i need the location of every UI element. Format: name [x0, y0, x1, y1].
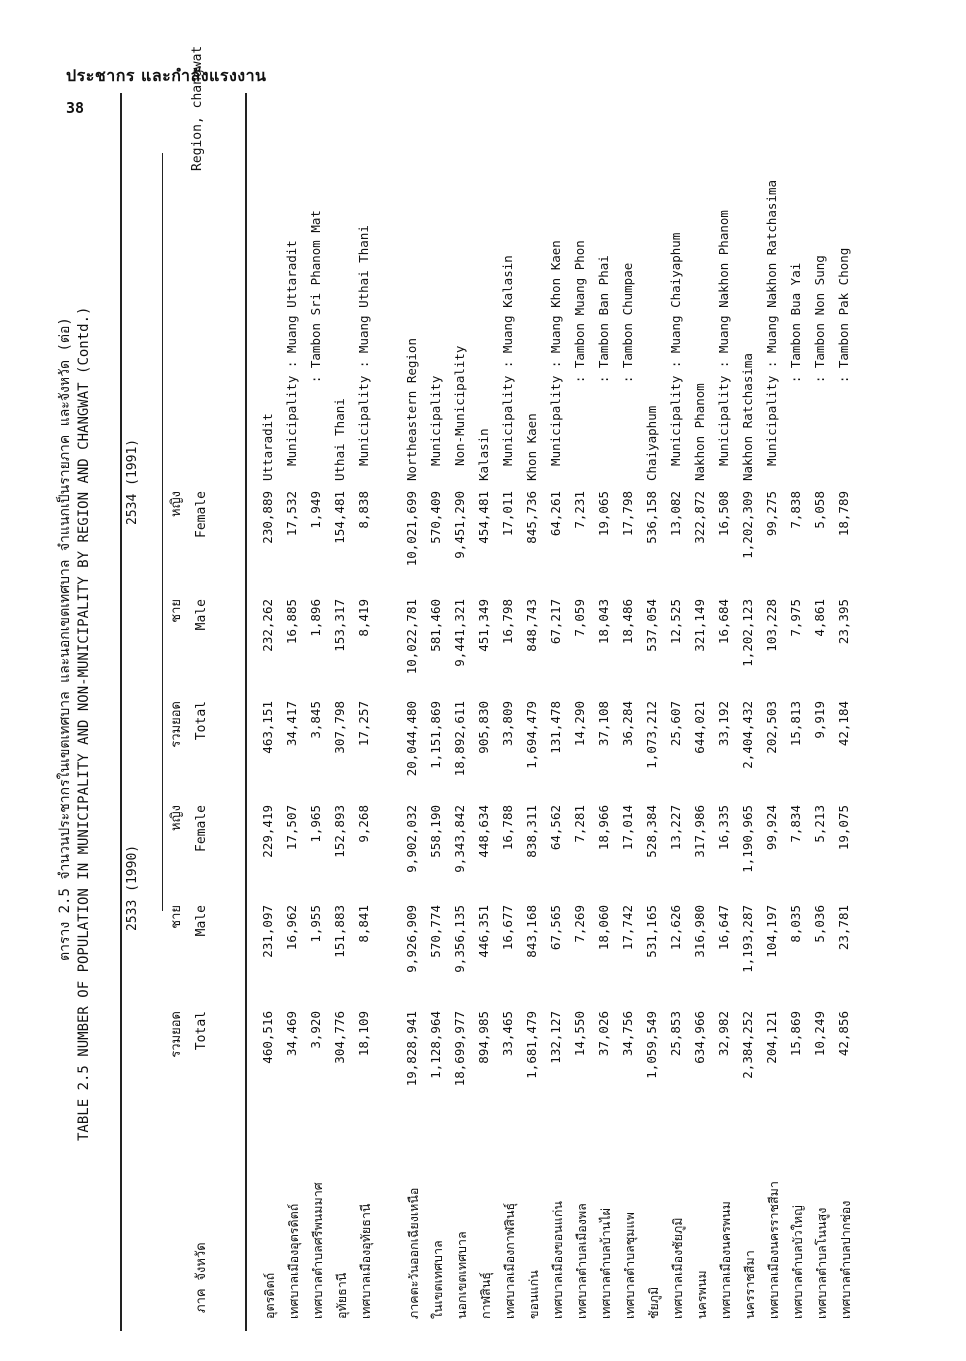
row-value: 16,647	[716, 905, 731, 951]
row-value: 14,550	[572, 1011, 587, 1057]
row-value: 10,021,699	[404, 491, 419, 567]
row-value: 16,798	[500, 599, 515, 645]
col-female-1990	[164, 805, 214, 905]
row-value: 1,059,549	[644, 1011, 659, 1079]
row-value: 231,097	[260, 905, 275, 958]
row-value: 3,920	[308, 1011, 323, 1049]
table-row	[788, 0, 812, 1361]
table-row	[740, 0, 764, 1361]
row-value: 17,014	[620, 805, 635, 851]
row-value: 905,830	[476, 701, 491, 754]
row-label-thai: เทศบาลตำบลปากช่อง	[838, 1200, 853, 1319]
row-value: 103,228	[764, 599, 779, 652]
row-value: 18,699,977	[452, 1011, 467, 1087]
row-value: 10,249	[812, 1011, 827, 1057]
row-value: 321,149	[692, 599, 707, 652]
row-value: 132,127	[548, 1011, 563, 1064]
col-total-th: รวมยอด	[169, 1011, 184, 1058]
row-value: 33,192	[716, 701, 731, 747]
row-value: 463,151	[260, 701, 275, 754]
row-label-english: Municipality : Muang Nakhon Phanom	[716, 210, 731, 481]
table-top-rule	[120, 93, 122, 1331]
row-value: 204,121	[764, 1011, 779, 1064]
row-value: 9,268	[356, 805, 371, 843]
row-value: 42,856	[836, 1011, 851, 1057]
row-value: 558,190	[428, 805, 443, 858]
row-value: 16,885	[284, 599, 299, 645]
row-value: 17,507	[284, 805, 299, 851]
row-label-english: : Tambon Non Sung	[812, 255, 827, 481]
table-row	[764, 0, 788, 1361]
row-label-thai: เทศบาลตำบลบ้านไผ่	[598, 1208, 613, 1319]
row-value: 17,532	[284, 491, 299, 537]
row-value: 104,197	[764, 905, 779, 958]
row-label-english: Municipality : Muang Uthai Thani	[356, 225, 371, 481]
row-value: 13,227	[668, 805, 683, 851]
row-value: 23,781	[836, 905, 851, 951]
col-region-th: ภาค จังหวัด	[194, 1242, 209, 1313]
table-row	[500, 0, 524, 1361]
col-male-th: ชาย	[169, 905, 184, 929]
col-total-th: รวมยอด	[169, 701, 184, 748]
row-value: 34,417	[284, 701, 299, 747]
row-value: 25,607	[668, 701, 683, 747]
row-value: 322,872	[692, 491, 707, 544]
row-label-thai: เทศบาลตำบลบัวใหญ่	[790, 1205, 805, 1319]
row-value: 16,335	[716, 805, 731, 851]
table-row	[260, 0, 284, 1361]
row-value: 1,949	[308, 491, 323, 529]
row-label-english: : Tambon Chumpae	[620, 262, 635, 481]
row-value: 1,965	[308, 805, 323, 843]
row-value: 843,168	[524, 905, 539, 958]
row-value: 5,213	[812, 805, 827, 843]
row-value: 644,021	[692, 701, 707, 754]
row-value: 536,158	[644, 491, 659, 544]
row-label-english: : Tambon Pak Chong	[836, 247, 851, 481]
table-row	[644, 0, 668, 1361]
row-value: 18,486	[620, 599, 635, 645]
row-value: 448,634	[476, 805, 491, 858]
col-female-en: Female	[194, 805, 209, 852]
table-row	[548, 0, 572, 1361]
header-bottom-rule	[245, 93, 247, 1331]
row-value: 8,035	[788, 905, 803, 943]
row-value: 1,896	[308, 599, 323, 637]
row-value: 838,311	[524, 805, 539, 858]
page-number: 38	[66, 99, 85, 117]
row-value: 16,684	[716, 599, 731, 645]
row-value: 17,257	[356, 701, 371, 747]
row-label-english: Municipality : Muang Kalasin	[500, 255, 515, 481]
row-value: 8,838	[356, 491, 371, 529]
row-label-english: Municipality : Muang Chaiyaphum	[668, 232, 683, 481]
row-value: 37,108	[596, 701, 611, 747]
row-value: 64,261	[548, 491, 563, 537]
table-row	[476, 0, 500, 1361]
row-label-english: Kalasin	[476, 428, 491, 481]
row-value: 67,217	[548, 599, 563, 645]
row-value: 17,798	[620, 491, 635, 537]
row-value: 7,281	[572, 805, 587, 843]
row-value: 32,982	[716, 1011, 731, 1057]
row-value: 531,165	[644, 905, 659, 958]
row-label-thai: เทศบาลเมืองอุทัยธานี	[358, 1203, 373, 1319]
row-value: 1,193,287	[740, 905, 755, 973]
row-value: 16,962	[284, 905, 299, 951]
table-row	[308, 0, 332, 1361]
col-female-th: หญิง	[169, 491, 184, 517]
col-male-th: ชาย	[169, 599, 184, 623]
row-value: 42,184	[836, 701, 851, 747]
row-value: 7,269	[572, 905, 587, 943]
table-row	[356, 0, 380, 1361]
col-female-th: หญิง	[169, 805, 184, 831]
row-value: 99,924	[764, 805, 779, 851]
row-value: 67,565	[548, 905, 563, 951]
row-label-thai: กาฬสินธุ์	[478, 1272, 493, 1319]
row-value: 9,441,321	[452, 599, 467, 667]
row-value: 23,395	[836, 599, 851, 645]
row-value: 307,798	[332, 701, 347, 754]
row-value: 5,036	[812, 905, 827, 943]
row-value: 2,404,432	[740, 701, 755, 769]
row-label-thai: เทศบาลเมืองนครพนม	[718, 1201, 733, 1319]
row-value: 7,231	[572, 491, 587, 529]
row-value: 1,202,309	[740, 491, 755, 559]
row-value: 18,109	[356, 1011, 371, 1057]
table-row	[692, 0, 716, 1361]
row-value: 1,151,869	[428, 701, 443, 769]
row-value: 12,626	[668, 905, 683, 951]
running-head-title: ประชากร และกำลังแรงงาน	[66, 66, 267, 85]
row-label-english: : Tambon Bua Yai	[788, 262, 803, 481]
row-value: 131,478	[548, 701, 563, 754]
row-value: 20,044,480	[404, 701, 419, 777]
row-value: 18,892,611	[452, 701, 467, 777]
table-row	[404, 0, 428, 1361]
row-label-english: Municipality	[428, 375, 443, 481]
table-title-thai: ตาราง 2.5 จำนวนประชากรในเขตเทศบาล และนอกเขตเทศบาล จำแนกเป็นรายภาค และจังหวัด (ต่อ)	[57, 317, 73, 961]
row-value: 454,481	[476, 491, 491, 544]
table-row	[668, 0, 692, 1361]
row-value: 14,290	[572, 701, 587, 747]
row-value: 232,262	[260, 599, 275, 652]
row-label-thai: เทศบาลตำบลโนนสูง	[814, 1207, 829, 1319]
row-value: 7,975	[788, 599, 803, 637]
row-value: 7,834	[788, 805, 803, 843]
row-label-thai: นครพนม	[694, 1270, 709, 1319]
table-row	[572, 0, 596, 1361]
table-row	[524, 0, 548, 1361]
row-label-thai: เทศบาลตำบลชุมแพ	[622, 1212, 637, 1319]
row-value: 13,082	[668, 491, 683, 537]
row-value: 316,980	[692, 905, 707, 958]
row-value: 15,869	[788, 1011, 803, 1057]
row-value: 34,756	[620, 1011, 635, 1057]
year-1991-heading: 2534 (1991)	[125, 438, 140, 525]
row-value: 894,985	[476, 1011, 491, 1064]
row-value: 99,275	[764, 491, 779, 537]
table-row	[812, 0, 836, 1361]
row-label-thai: ภาคตะวันออกเฉียงเหนือ	[406, 1187, 421, 1319]
row-label-thai: เทศบาลตำบลศรีพนมมาศ	[310, 1182, 325, 1319]
row-label-thai: นครราชสีมา	[742, 1250, 757, 1319]
row-value: 64,562	[548, 805, 563, 851]
row-value: 9,356,135	[452, 905, 467, 973]
row-label-english: Uthai Thani	[332, 398, 347, 481]
row-value: 7,059	[572, 599, 587, 637]
row-value: 9,343,842	[452, 805, 467, 873]
col-male-1990	[164, 905, 214, 1005]
row-value: 151,883	[332, 905, 347, 958]
row-value: 1,694,479	[524, 701, 539, 769]
row-value: 34,469	[284, 1011, 299, 1057]
row-label-english: Khon Kaen	[524, 413, 539, 481]
row-label-english: Chaiyaphum	[644, 405, 659, 481]
row-value: 2,384,252	[740, 1011, 755, 1079]
row-value: 581,460	[428, 599, 443, 652]
row-value: 317,986	[692, 805, 707, 858]
row-value: 15,813	[788, 701, 803, 747]
table-row	[428, 0, 452, 1361]
row-label-thai: ในเขตเทศบาล	[430, 1240, 445, 1319]
row-value: 12,525	[668, 599, 683, 645]
row-label-english: Municipality : Muang Uttaradit	[284, 240, 299, 481]
row-value: 18,043	[596, 599, 611, 645]
col-total-1991	[164, 701, 214, 801]
row-value: 230,889	[260, 491, 275, 544]
row-value: 1,955	[308, 905, 323, 943]
row-value: 16,677	[500, 905, 515, 951]
row-label-english: Northeastern Region	[404, 338, 419, 481]
row-value: 460,516	[260, 1011, 275, 1064]
row-label-english: Nakhon Ratchasima	[740, 353, 755, 481]
col-total-en: Total	[194, 701, 209, 741]
row-label-thai: เทศบาลเมืองอุตรดิตถ์	[286, 1203, 301, 1319]
row-value: 153,317	[332, 599, 347, 652]
row-label-english: Municipality : Muang Nakhon Ratchasima	[764, 179, 779, 481]
row-value: 451,349	[476, 599, 491, 652]
row-value: 16,508	[716, 491, 731, 537]
row-label-thai: เทศบาลเมืองนครราชสีมา	[766, 1181, 781, 1319]
table-row	[452, 0, 476, 1361]
row-value: 154,481	[332, 491, 347, 544]
row-value: 4,861	[812, 599, 827, 637]
col-male-1991	[164, 599, 214, 699]
row-value: 848,743	[524, 599, 539, 652]
row-label-english: Non-Municipality	[452, 345, 467, 481]
col-total-1990	[164, 1011, 214, 1111]
row-value: 1,681,479	[524, 1011, 539, 1079]
row-value: 18,060	[596, 905, 611, 951]
year-group-rule	[162, 153, 163, 911]
row-label-thai: ขอนแก่น	[526, 1270, 541, 1319]
row-value: 17,742	[620, 905, 635, 951]
row-value: 19,065	[596, 491, 611, 537]
row-value: 17,011	[500, 491, 515, 537]
row-value: 1,202,123	[740, 599, 755, 667]
row-value: 9,451,290	[452, 491, 467, 559]
row-label-thai: อุตรดิตถ์	[262, 1272, 277, 1319]
row-label-english: Uttaradit	[260, 413, 275, 481]
row-value: 202,503	[764, 701, 779, 754]
table-row	[596, 0, 620, 1361]
year-1990-heading: 2533 (1990)	[125, 844, 140, 931]
row-label-english: Nakhon Phanom	[692, 383, 707, 481]
row-value: 19,075	[836, 805, 851, 851]
table-row	[716, 0, 740, 1361]
row-label-english: : Tambon Ban Phai	[596, 255, 611, 481]
row-value: 16,788	[500, 805, 515, 851]
col-male-en: Male	[194, 905, 209, 937]
row-value: 537,054	[644, 599, 659, 652]
row-value: 229,419	[260, 805, 275, 858]
row-value: 634,966	[692, 1011, 707, 1064]
row-value: 7,838	[788, 491, 803, 529]
row-value: 33,465	[500, 1011, 515, 1057]
row-label-thai: เทศบาลเมืองชัยภูมิ	[670, 1217, 685, 1319]
row-value: 1,128,964	[428, 1011, 443, 1079]
row-value: 33,809	[500, 701, 515, 747]
row-value: 19,828,941	[404, 1011, 419, 1087]
col-female-1991	[164, 491, 214, 591]
table-title-english: TABLE 2.5 NUMBER OF POPULATION IN MUNICIPALITY AND NON-MUNICIPALITY BY REGION AND CHANGWAT (Contd.)	[76, 306, 92, 1141]
row-value: 845,736	[524, 491, 539, 544]
row-value: 36,284	[620, 701, 635, 747]
row-value: 9,926,909	[404, 905, 419, 973]
col-male-en: Male	[194, 599, 209, 631]
row-value: 37,026	[596, 1011, 611, 1057]
row-value: 304,776	[332, 1011, 347, 1064]
row-label-thai: เทศบาลตำบลเมืองพล	[574, 1203, 589, 1319]
row-label-thai: อุทัยธานี	[334, 1272, 349, 1319]
table-row	[836, 0, 860, 1361]
row-value: 1,190,965	[740, 805, 755, 873]
row-value: 1,073,212	[644, 701, 659, 769]
row-label-english: : Tambon Muang Phon	[572, 240, 587, 481]
col-region-en: Region, changwat	[190, 45, 205, 171]
row-value: 528,384	[644, 805, 659, 858]
row-value: 8,841	[356, 905, 371, 943]
row-value: 446,351	[476, 905, 491, 958]
row-value: 152,893	[332, 805, 347, 858]
row-value: 9,902,032	[404, 805, 419, 873]
row-label-thai: ชัยภูมิ	[646, 1286, 661, 1319]
table-row	[620, 0, 644, 1361]
row-label-thai: นอกเขตเทศบาล	[454, 1231, 469, 1319]
row-label-english: Municipality : Muang Khon Kaen	[548, 240, 563, 481]
row-label-thai: เทศบาลเมืองกาฬสินธุ์	[502, 1202, 517, 1319]
row-value: 570,774	[428, 905, 443, 958]
col-female-en: Female	[194, 491, 209, 538]
row-label-thai: เทศบาลเมืองขอนแก่น	[550, 1201, 565, 1319]
row-value: 10,022,781	[404, 599, 419, 675]
row-value: 18,789	[836, 491, 851, 537]
table-row	[284, 0, 308, 1361]
row-value: 8,419	[356, 599, 371, 637]
row-value: 5,058	[812, 491, 827, 529]
table-row	[332, 0, 356, 1361]
row-value: 18,966	[596, 805, 611, 851]
row-value: 3,845	[308, 701, 323, 739]
row-value: 570,409	[428, 491, 443, 544]
row-value: 25,853	[668, 1011, 683, 1057]
row-value: 9,919	[812, 701, 827, 739]
col-total-en: Total	[194, 1011, 209, 1051]
row-label-english: : Tambon Sri Phanom Mat	[308, 210, 323, 481]
